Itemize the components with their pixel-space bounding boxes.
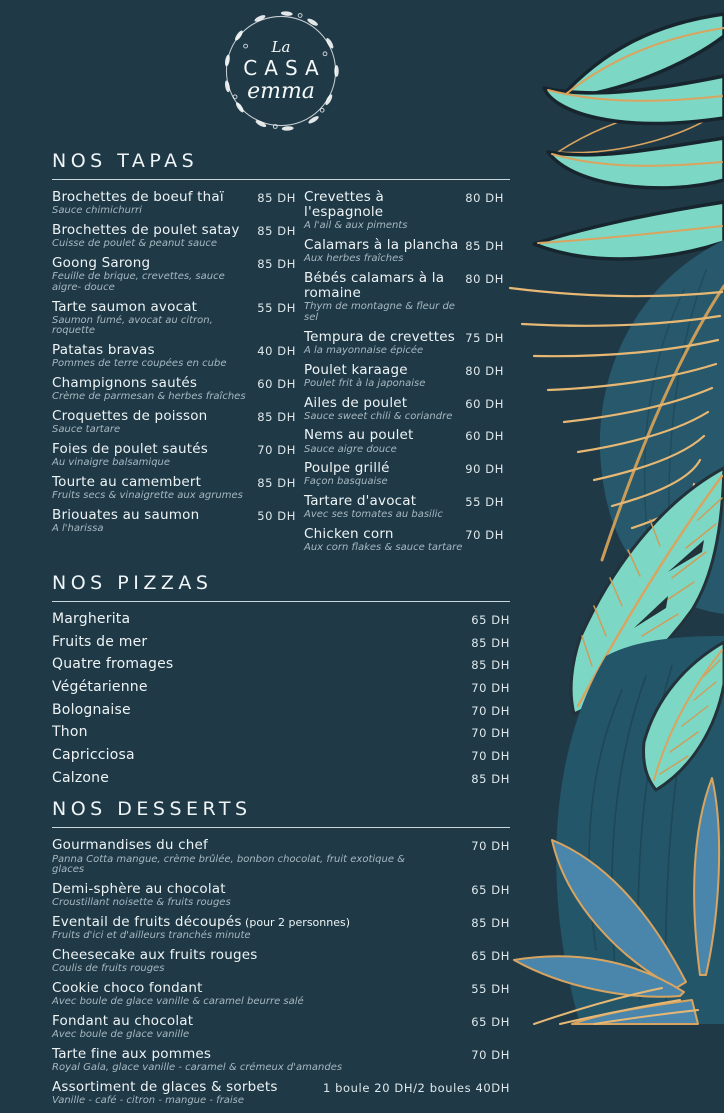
item-price: 55 DH [471,981,510,996]
item-name: Thon [52,724,88,741]
menu-item [304,428,510,455]
item-price: 60 DH [257,377,296,392]
item-row [52,948,510,963]
item-name: Chicken corn [304,526,394,543]
item-price: 80 DH [465,271,504,286]
item-row [52,256,302,271]
menu-item [52,981,510,1008]
item-list [52,838,510,1106]
item-desc: Royal Gala, glace vanille - caramel & crémeux d'amandes [52,1061,343,1073]
item-desc: Sauce sweet chili & coriandre [304,410,453,422]
item-row [304,190,510,220]
item-price: 70 DH [471,726,510,741]
item-row [52,981,510,996]
item-price: 85 DH [471,916,510,931]
item-price: 50 DH [257,508,296,523]
menu-item [52,475,302,502]
item-price: 70 DH [471,681,510,696]
item-name: Fondant au chocolat [52,1012,194,1029]
menu-item [52,190,302,217]
item-name: Capricciosa [52,747,135,764]
item-row [52,343,302,358]
item-name: Brochettes de poulet satay [52,221,240,238]
item-row [52,442,302,457]
item-price: 1 boule 20 DH/2 boules 40DH [322,1080,510,1095]
item-name: Végétarienne [52,679,148,696]
menu-item [52,915,510,942]
menu-item [304,330,510,357]
item-name: Assortiment de glaces & sorbets [52,1078,278,1095]
menu-item [52,771,510,787]
item-price: 85 DH [257,223,296,238]
menu-item [52,657,510,673]
item-name: Foies de poulet sautés [52,440,209,457]
item-name: Patatas bravas [52,342,155,359]
item-name: Margherita [52,611,131,628]
item-price: 70 DH [471,1047,510,1062]
item-row [304,461,510,476]
menu-item [52,409,302,436]
item-row [52,300,302,315]
item-row [52,882,510,897]
menu-item [52,256,302,294]
section-title: NOS PIZZAS [52,572,510,602]
item-desc: Saumon fumé, avocat au citron, roquette [52,314,213,337]
item-price: 85 DH [257,410,296,425]
item-price: 85 DH [257,191,296,205]
item-row [52,657,510,673]
item-price: 55 DH [257,300,296,315]
item-row [304,428,510,443]
menu-item [52,1047,510,1074]
item-row [52,838,510,853]
item-name: Bébés calamars à la romaine [304,269,445,302]
item-row [52,475,302,490]
item-desc: Feuille de brique, crevettes, sauce aigre- douce [52,270,225,293]
item-desc: Crème de parmesan & herbes fraîches [52,391,246,403]
item-name: Briouates au saumon [52,506,200,523]
logo-script-top: La [271,37,291,56]
item-price: 70 DH [257,442,296,457]
menu-item [52,948,510,975]
item-desc: Façon basquaise [304,476,388,488]
item-row [304,527,510,542]
menu-item [52,300,302,338]
tapas-column-2 [302,190,510,560]
item-row [52,771,510,787]
item-desc: Avec boule de glace vanille [52,1028,190,1040]
item-name: Poulpe grillé [304,460,390,477]
menu-content [52,4,510,1113]
item-name: Champignons sautés [52,375,198,392]
menu-item [304,494,510,521]
item-price: 90 DH [465,462,504,477]
menu-item [52,376,302,403]
section-tapas [52,150,510,560]
item-row [52,680,510,696]
menu-item [52,1080,510,1107]
item-price: 85 DH [471,635,510,650]
item-name: Quatre fromages [52,656,174,673]
menu-item [304,396,510,423]
menu-item [52,838,510,876]
item-name: Tourte au camembert [52,473,202,490]
item-name: Goong Sarong [52,254,151,271]
menu-item [52,343,302,370]
menu-item [304,527,510,554]
item-row [52,1014,510,1029]
restaurant-logo [52,4,510,138]
item-desc: Vanille - café - citron - mangue - fraise [52,1094,245,1106]
item-desc: A l'harissa [52,522,104,534]
item-name: Gourmandises du chef [52,837,209,854]
item-price: 85 DH [257,256,296,271]
menu-item [52,508,302,535]
item-desc: Aux herbes fraîches [304,253,404,265]
menu-item [52,223,302,250]
item-name: Eventail de fruits découpés (pour 2 personnes) [52,914,351,931]
item-name: Brochettes de boeuf thaï [52,189,224,205]
item-row [52,376,302,391]
item-desc: Sauce aigre douce [304,443,397,455]
item-desc: Fruits secs & vinaigrette aux agrumes [52,489,243,501]
item-row [52,703,510,719]
item-row [304,494,510,509]
item-row [52,612,510,628]
item-desc: Croustillant noisette & fruits rouges [52,897,231,909]
item-price: 70 DH [465,528,504,543]
item-price: 65 DH [471,883,510,898]
menu-item [52,442,302,469]
section-desserts [52,798,510,1106]
item-row [52,748,510,764]
menu-item [304,238,510,265]
logo-name: CASA [243,55,326,80]
item-desc: Cuisse de poulet & peanut sauce [52,238,218,250]
logo-script-bottom: emma [247,78,315,104]
item-price: 70 DH [471,703,510,718]
item-row [52,508,302,523]
item-row [304,363,510,378]
item-price: 85 DH [465,239,504,254]
item-row [52,635,510,651]
item-name: Calzone [52,769,110,786]
item-name: Tempura de crevettes [304,328,456,345]
item-name: Poulet karaage [304,361,408,378]
item-desc: Pommes de terre coupées en cube [52,358,227,370]
item-name: Tartare d'avocat [304,493,417,510]
item-price: 40 DH [257,344,296,359]
menu-item [52,748,510,764]
item-desc: Coulis de fruits rouges [52,963,165,975]
menu-item [52,680,510,696]
item-price: 75 DH [465,330,504,345]
item-desc: Sauce tartare [52,424,121,436]
item-desc: Thym de montagne & fleur de sel [304,301,455,323]
item-row [52,1080,510,1095]
item-price: 65 DH [471,948,510,963]
logo-text [213,4,349,138]
menu-item [304,271,510,324]
item-name: Cookie choco fondant [52,979,203,996]
item-row [304,238,510,253]
item-name: Crevettes à l'espagnole [304,189,384,221]
item-price: 60 DH [465,429,504,444]
section-title: NOS TAPAS [52,150,510,180]
menu-item [52,635,510,651]
item-price: 85 DH [471,658,510,673]
item-name: Ailes de poulet [304,394,408,411]
menu-item [52,612,510,628]
item-name: Croquettes de poisson [52,408,208,425]
item-row [52,1047,510,1062]
menu-item [304,190,510,232]
item-note: (pour 2 personnes) [241,916,351,930]
item-row [304,330,510,345]
item-price: 70 DH [471,839,510,854]
menu-item [52,882,510,909]
section-pizzas [52,572,510,786]
item-row [52,409,302,424]
item-desc: Avec boule de glace vanille & caramel beurre salé [52,995,304,1007]
item-row [304,396,510,411]
item-row [52,223,302,238]
item-name: Tarte saumon avocat [52,298,198,315]
item-row [52,725,510,741]
item-desc: Au vinaigre balsamique [52,457,171,469]
item-row [52,190,302,205]
item-name: Tarte fine aux pommes [52,1045,212,1062]
item-price: 65 DH [471,1014,510,1029]
item-name: Nems au poulet [304,427,414,444]
tapas-column-1 [52,190,302,560]
menu-item [304,363,510,390]
item-name: Calamars à la plancha [304,237,459,254]
item-price: 60 DH [465,396,504,411]
item-desc: Sauce chimichurri [52,205,142,217]
item-price: 80 DH [465,191,504,205]
item-price: 85 DH [471,771,510,786]
item-desc: A la mayonnaise épicée [304,344,424,356]
item-name: Bolognaise [52,701,131,718]
item-price: 65 DH [471,613,510,628]
tapas-columns [52,190,510,560]
item-price: 85 DH [257,475,296,490]
menu-sections [52,150,510,1107]
menu-item [52,725,510,741]
item-desc: Poulet frit à la japonaise [304,377,426,389]
item-row [304,271,510,301]
item-price: 55 DH [465,495,504,510]
section-title: NOS DESSERTS [52,798,510,828]
item-row [52,915,510,930]
item-list [52,612,510,786]
item-desc: Aux corn flakes & sauce tartare [304,542,463,554]
item-price: 70 DH [471,749,510,764]
menu-item [304,461,510,488]
item-desc: Fruits d'ici et d'ailleurs tranchés minute [52,930,251,942]
item-name: Cheesecake aux fruits rouges [52,946,258,963]
item-desc: Avec ses tomates au basilic [304,509,443,521]
item-name: Demi-sphère au chocolat [52,881,226,898]
item-desc: Panna Cotta mangue, crème brûlée, bonbon chocolat, fruit exotique & glaces [52,853,405,876]
menu-item [52,1014,510,1041]
item-name: Fruits de mer [52,633,148,650]
item-desc: A l'ail & aux piments [304,220,408,232]
item-price: 80 DH [465,363,504,378]
menu-item [52,703,510,719]
